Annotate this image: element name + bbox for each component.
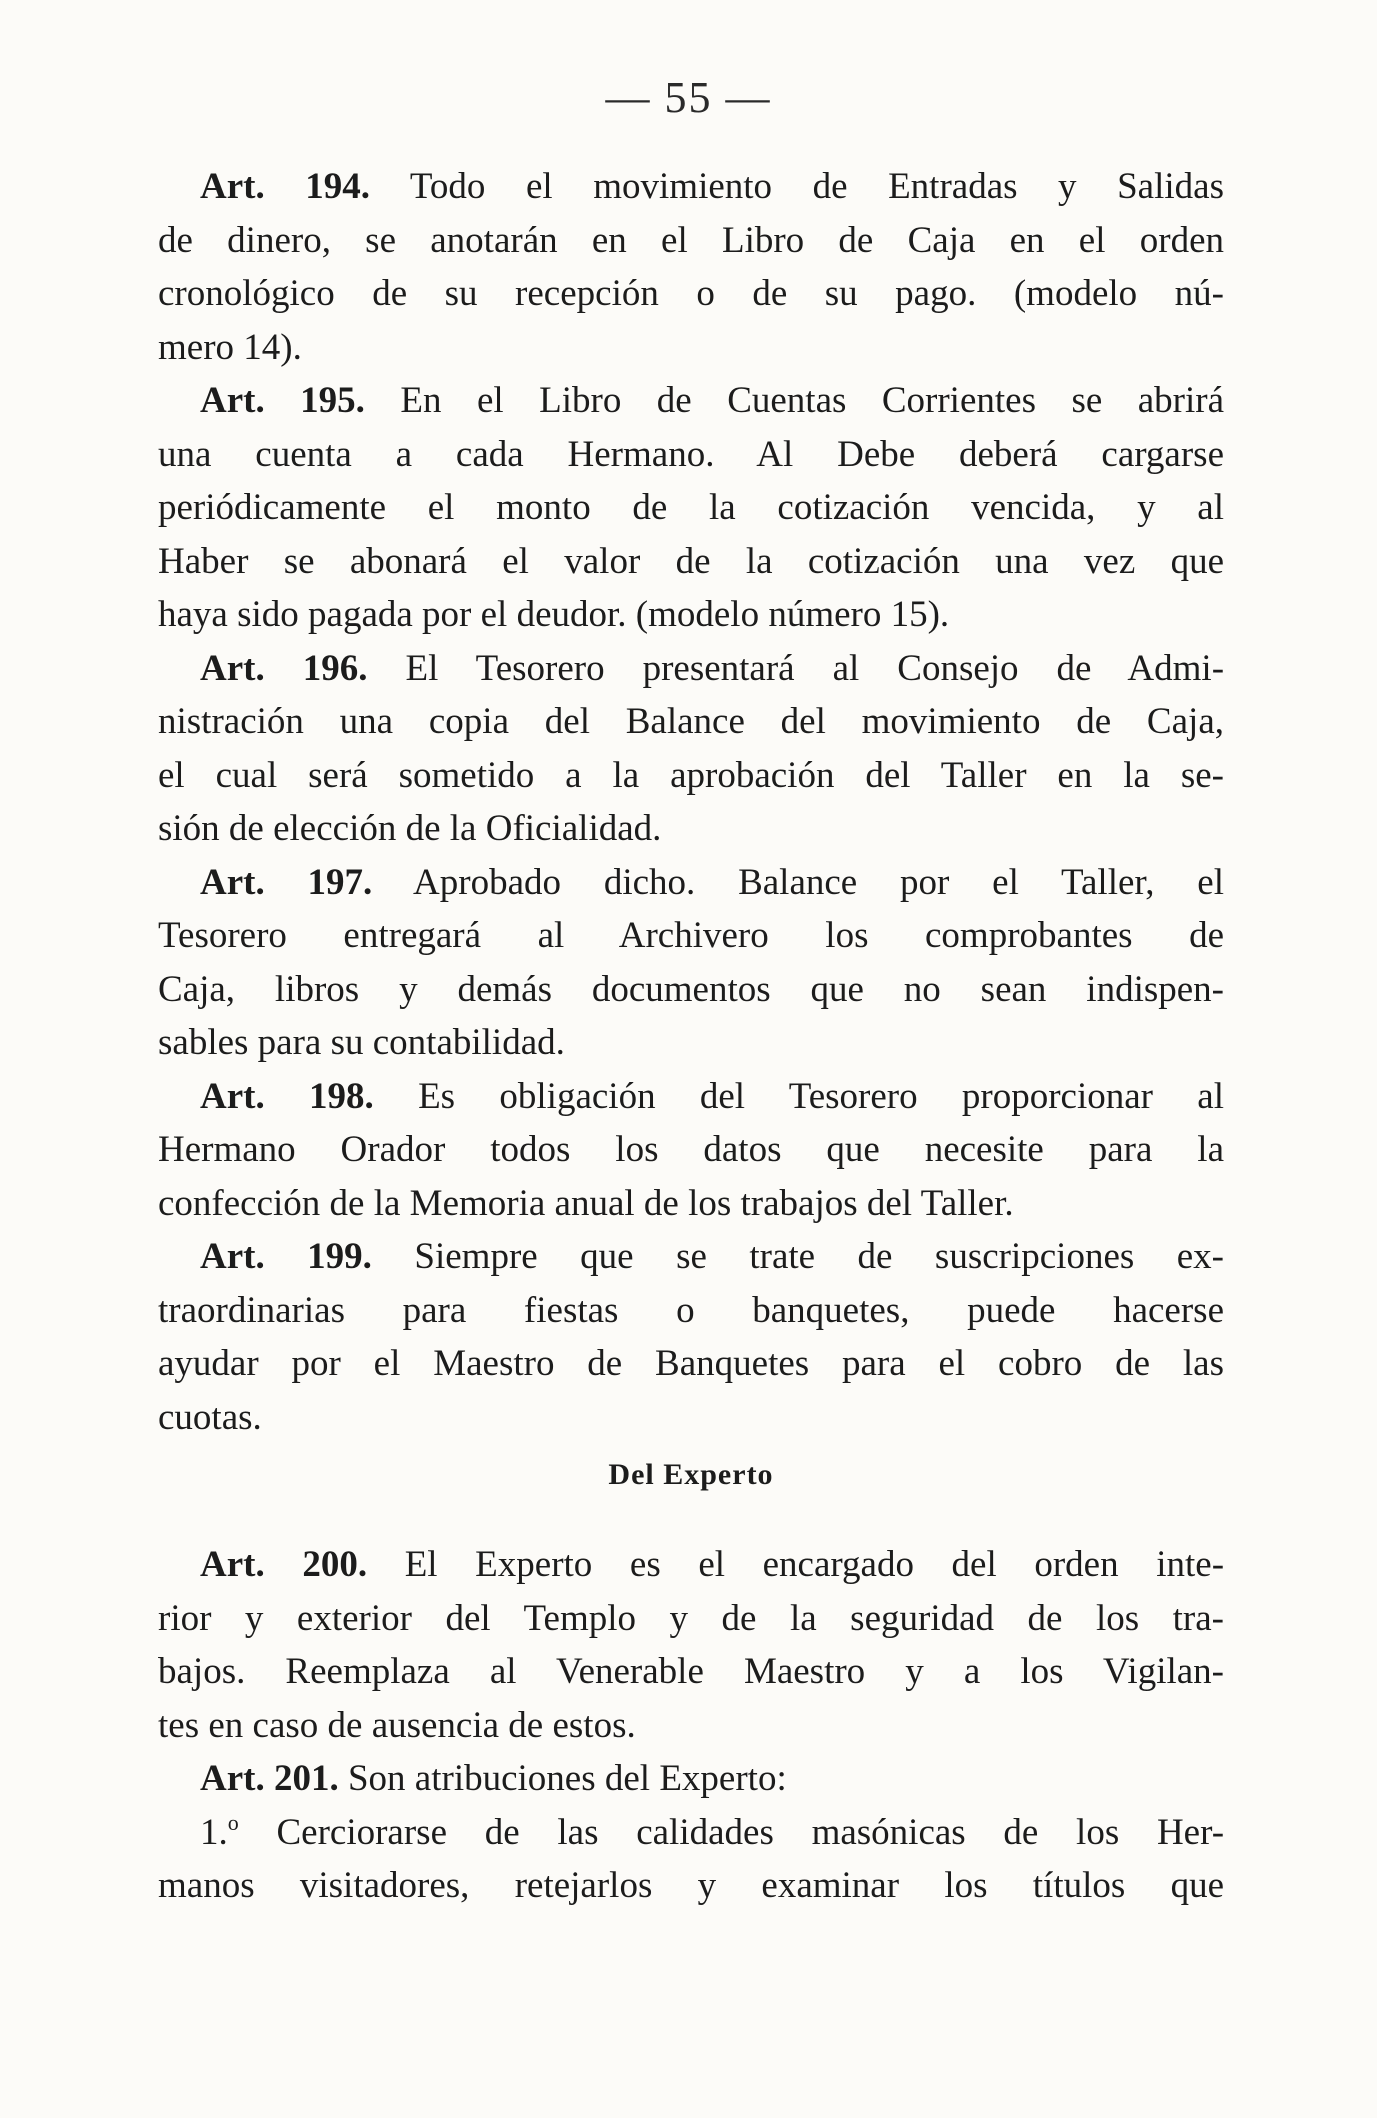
list-item-number: 1.	[200, 1811, 228, 1853]
text-line: El Experto es el encargado del orden inte-	[404, 1544, 1224, 1585]
text-line: de dinero, se anotarán en el Libro de Caja en el orden	[158, 219, 1224, 261]
text-line: Hermano Orador todos los datos que necesite para la	[158, 1129, 1224, 1170]
article-197-line-1	[158, 856, 1224, 910]
text-line: Haber se abonará el valor de la cotización una vez que	[158, 540, 1224, 582]
text-line: El Tesorero presentará al Consejo de Admi-	[405, 647, 1224, 689]
article-label: Art. 196.	[200, 647, 368, 689]
article-199-line-1	[158, 1230, 1224, 1284]
text-line: traordinarias para fiestas o banquetes, puede hacerse	[158, 1289, 1224, 1331]
list-item-1-line-1	[158, 1806, 1224, 1860]
section-heading: Del Experto	[608, 1458, 774, 1491]
text-line: sión de elección de la Oficialidad.	[158, 808, 662, 849]
text-line: el cual será sometido a la aprobación del Taller en la se-	[158, 754, 1224, 796]
text-line: cuotas.	[158, 1396, 262, 1438]
body-text	[158, 160, 1224, 1913]
text-line: Aprobado dicho. Balance por el Taller, el	[413, 861, 1224, 903]
ordinal-indicator: o	[227, 1809, 239, 1835]
text-line: una cuenta a cada Hermano. Al Debe deberá cargarse	[158, 433, 1224, 475]
text-line: mero 14).	[158, 326, 302, 368]
article-198-line-1	[158, 1070, 1224, 1124]
page-number: — 55 —	[605, 73, 772, 122]
article-label: Art. 194.	[200, 166, 371, 207]
article-label: Art. 198.	[200, 1075, 374, 1117]
text-line: bajos. Reemplaza al Venerable Maestro y a los Vigilan-	[158, 1651, 1224, 1692]
text-line: haya sido pagada por el deudor. (modelo número 15).	[158, 594, 950, 635]
text-line: sables para su contabilidad.	[158, 1022, 565, 1063]
text-line: Cerciorarse de las calidades masónicas de los Her-	[276, 1811, 1224, 1853]
article-194-line-1	[158, 160, 1224, 214]
text-line: manos visitadores, retejarlos y examinar los títulos que	[158, 1865, 1224, 1906]
text-line: periódicamente el monto de la cotización vencida, y al	[158, 487, 1224, 528]
text-line: Son atribuciones del Experto:	[347, 1758, 787, 1799]
text-line: Siempre que se trate de suscripciones ex-	[414, 1236, 1224, 1277]
text-line: rior y exterior del Templo y de la seguridad de los tra-	[158, 1597, 1224, 1639]
article-195-line-1	[158, 374, 1224, 428]
text-line: En el Libro de Cuentas Corrientes se abrirá	[400, 380, 1224, 421]
article-label: Art. 197.	[200, 861, 373, 903]
article-label: Art. 200.	[200, 1544, 368, 1585]
text-line: tes en caso de ausencia de estos.	[158, 1704, 636, 1746]
text-line: Caja, libros y demás documentos que no sean indispen-	[158, 968, 1224, 1010]
article-200-line-1	[158, 1538, 1224, 1592]
text-line: Es obligación del Tesorero proporcionar al	[418, 1075, 1224, 1117]
article-label: Art. 201.	[200, 1758, 339, 1799]
text-line: confección de la Memoria anual de los trabajos del Taller.	[158, 1182, 1014, 1224]
text-line: Todo el movimiento de Entradas y Salidas	[409, 166, 1224, 207]
article-label: Art. 199.	[200, 1236, 372, 1277]
article-label: Art. 195.	[200, 380, 365, 421]
text-line: Tesorero entregará al Archivero los comprobantes de	[158, 915, 1224, 956]
article-196-line-1	[158, 642, 1224, 696]
article-201-line-1	[158, 1752, 1224, 1806]
text-line: cronológico de su recepción o de su pago. (modelo nú-	[158, 273, 1224, 314]
text-line: ayudar por el Maestro de Banquetes para el cobro de las	[158, 1343, 1224, 1384]
text-line: nistración una copia del Balance del movimiento de Caja,	[158, 701, 1224, 742]
